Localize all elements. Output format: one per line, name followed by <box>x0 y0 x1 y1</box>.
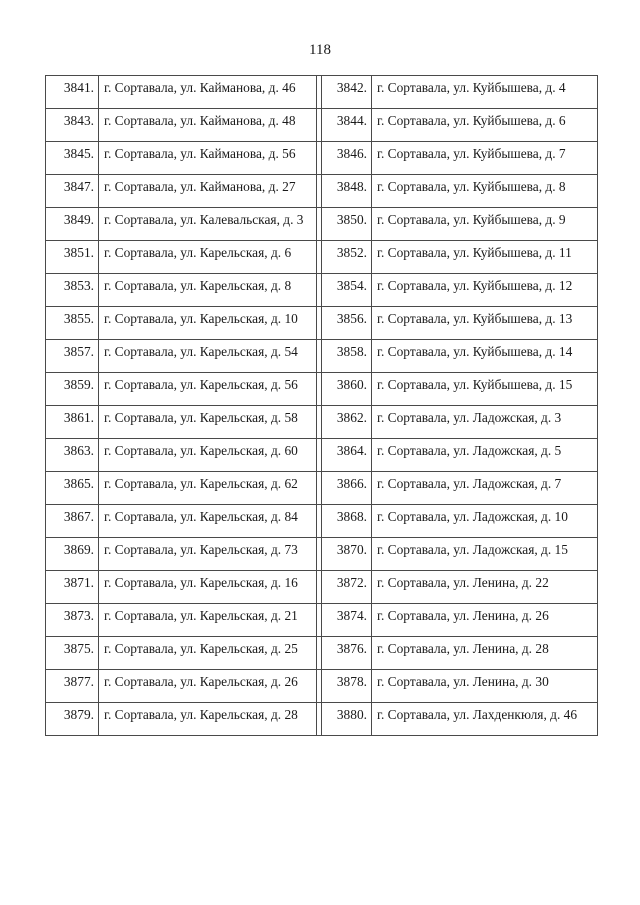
table-row <box>46 439 598 472</box>
entry-address-left: г. Сортавала, ул. Карельская, д. 56 <box>99 373 317 406</box>
entry-address-right: г. Сортавала, ул. Ладожская, д. 3 <box>372 406 598 439</box>
entry-number-left: 3843. <box>46 109 99 142</box>
entry-number-left: 3841. <box>46 76 99 109</box>
table-row <box>46 373 598 406</box>
table-row <box>46 109 598 142</box>
entry-address-left: г. Сортавала, ул. Карельская, д. 6 <box>99 241 317 274</box>
entry-address-left: г. Сортавала, ул. Карельская, д. 10 <box>99 307 317 340</box>
table-row <box>46 571 598 604</box>
table-row <box>46 76 598 109</box>
entry-number-right: 3852. <box>322 241 372 274</box>
entry-number-left: 3863. <box>46 439 99 472</box>
entry-address-right: г. Сортавала, ул. Куйбышева, д. 8 <box>372 175 598 208</box>
entry-number-right: 3858. <box>322 340 372 373</box>
entry-address-left: г. Сортавала, ул. Калевальская, д. 3 <box>99 208 317 241</box>
entry-address-right: г. Сортавала, ул. Лахденкюля, д. 46 <box>372 703 598 736</box>
entry-address-left: г. Сортавала, ул. Кайманова, д. 46 <box>99 76 317 109</box>
table-row <box>46 175 598 208</box>
entry-number-right: 3866. <box>322 472 372 505</box>
entry-address-right: г. Сортавала, ул. Ладожская, д. 5 <box>372 439 598 472</box>
entry-number-right: 3870. <box>322 538 372 571</box>
table-row <box>46 241 598 274</box>
entry-number-left: 3879. <box>46 703 99 736</box>
entry-address-right: г. Сортавала, ул. Куйбышева, д. 6 <box>372 109 598 142</box>
entry-address-left: г. Сортавала, ул. Карельская, д. 16 <box>99 571 317 604</box>
entry-number-left: 3853. <box>46 274 99 307</box>
table-row <box>46 340 598 373</box>
entry-address-left: г. Сортавала, ул. Карельская, д. 73 <box>99 538 317 571</box>
entry-number-left: 3847. <box>46 175 99 208</box>
entry-number-right: 3860. <box>322 373 372 406</box>
entry-address-right: г. Сортавала, ул. Куйбышева, д. 13 <box>372 307 598 340</box>
entry-number-left: 3869. <box>46 538 99 571</box>
entry-number-right: 3876. <box>322 637 372 670</box>
address-table <box>45 75 598 736</box>
table-row <box>46 670 598 703</box>
entry-address-left: г. Сортавала, ул. Кайманова, д. 56 <box>99 142 317 175</box>
entry-number-right: 3872. <box>322 571 372 604</box>
entry-address-right: г. Сортавала, ул. Куйбышева, д. 4 <box>372 76 598 109</box>
entry-address-right: г. Сортавала, ул. Ленина, д. 22 <box>372 571 598 604</box>
entry-number-right: 3848. <box>322 175 372 208</box>
address-table-body <box>46 76 598 736</box>
entry-address-left: г. Сортавала, ул. Карельская, д. 21 <box>99 604 317 637</box>
entry-address-left: г. Сортавала, ул. Карельская, д. 26 <box>99 670 317 703</box>
entry-address-left: г. Сортавала, ул. Кайманова, д. 27 <box>99 175 317 208</box>
entry-address-right: г. Сортавала, ул. Ладожская, д. 7 <box>372 472 598 505</box>
entry-number-right: 3842. <box>322 76 372 109</box>
entry-address-left: г. Сортавала, ул. Карельская, д. 25 <box>99 637 317 670</box>
entry-number-right: 3868. <box>322 505 372 538</box>
entry-address-right: г. Сортавала, ул. Куйбышева, д. 12 <box>372 274 598 307</box>
entry-number-right: 3862. <box>322 406 372 439</box>
entry-address-right: г. Сортавала, ул. Ленина, д. 30 <box>372 670 598 703</box>
entry-number-left: 3855. <box>46 307 99 340</box>
entry-number-left: 3859. <box>46 373 99 406</box>
entry-address-left: г. Сортавала, ул. Карельская, д. 84 <box>99 505 317 538</box>
entry-address-left: г. Сортавала, ул. Кайманова, д. 48 <box>99 109 317 142</box>
table-row <box>46 472 598 505</box>
table-row <box>46 208 598 241</box>
entry-address-right: г. Сортавала, ул. Куйбышева, д. 7 <box>372 142 598 175</box>
entry-address-right: г. Сортавала, ул. Ладожская, д. 15 <box>372 538 598 571</box>
entry-number-left: 3875. <box>46 637 99 670</box>
entry-number-left: 3857. <box>46 340 99 373</box>
entry-number-right: 3846. <box>322 142 372 175</box>
entry-number-left: 3849. <box>46 208 99 241</box>
entry-number-right: 3878. <box>322 670 372 703</box>
table-row <box>46 274 598 307</box>
entry-number-right: 3850. <box>322 208 372 241</box>
table-row <box>46 505 598 538</box>
entry-number-left: 3851. <box>46 241 99 274</box>
entry-address-right: г. Сортавала, ул. Куйбышева, д. 14 <box>372 340 598 373</box>
page-number: 118 <box>309 42 331 58</box>
entry-address-left: г. Сортавала, ул. Карельская, д. 28 <box>99 703 317 736</box>
entry-number-left: 3865. <box>46 472 99 505</box>
entry-number-left: 3845. <box>46 142 99 175</box>
entry-number-left: 3867. <box>46 505 99 538</box>
entry-address-right: г. Сортавала, ул. Куйбышева, д. 9 <box>372 208 598 241</box>
entry-number-left: 3861. <box>46 406 99 439</box>
entry-number-right: 3874. <box>322 604 372 637</box>
entry-address-left: г. Сортавала, ул. Карельская, д. 58 <box>99 406 317 439</box>
table-row <box>46 637 598 670</box>
table-row <box>46 406 598 439</box>
entry-address-right: г. Сортавала, ул. Ленина, д. 26 <box>372 604 598 637</box>
entry-address-left: г. Сортавала, ул. Карельская, д. 8 <box>99 274 317 307</box>
table-row <box>46 703 598 736</box>
entry-address-right: г. Сортавала, ул. Ленина, д. 28 <box>372 637 598 670</box>
entry-address-left: г. Сортавала, ул. Карельская, д. 54 <box>99 340 317 373</box>
entry-address-right: г. Сортавала, ул. Ладожская, д. 10 <box>372 505 598 538</box>
entry-number-right: 3864. <box>322 439 372 472</box>
entry-number-right: 3856. <box>322 307 372 340</box>
table-row <box>46 142 598 175</box>
table-row <box>46 604 598 637</box>
entry-number-left: 3877. <box>46 670 99 703</box>
entry-number-right: 3844. <box>322 109 372 142</box>
entry-number-right: 3880. <box>322 703 372 736</box>
table-row <box>46 307 598 340</box>
entry-number-right: 3854. <box>322 274 372 307</box>
entry-address-left: г. Сортавала, ул. Карельская, д. 62 <box>99 472 317 505</box>
entry-number-left: 3871. <box>46 571 99 604</box>
table-row <box>46 538 598 571</box>
entry-number-left: 3873. <box>46 604 99 637</box>
entry-address-left: г. Сортавала, ул. Карельская, д. 60 <box>99 439 317 472</box>
entry-address-right: г. Сортавала, ул. Куйбышева, д. 11 <box>372 241 598 274</box>
entry-address-right: г. Сортавала, ул. Куйбышева, д. 15 <box>372 373 598 406</box>
